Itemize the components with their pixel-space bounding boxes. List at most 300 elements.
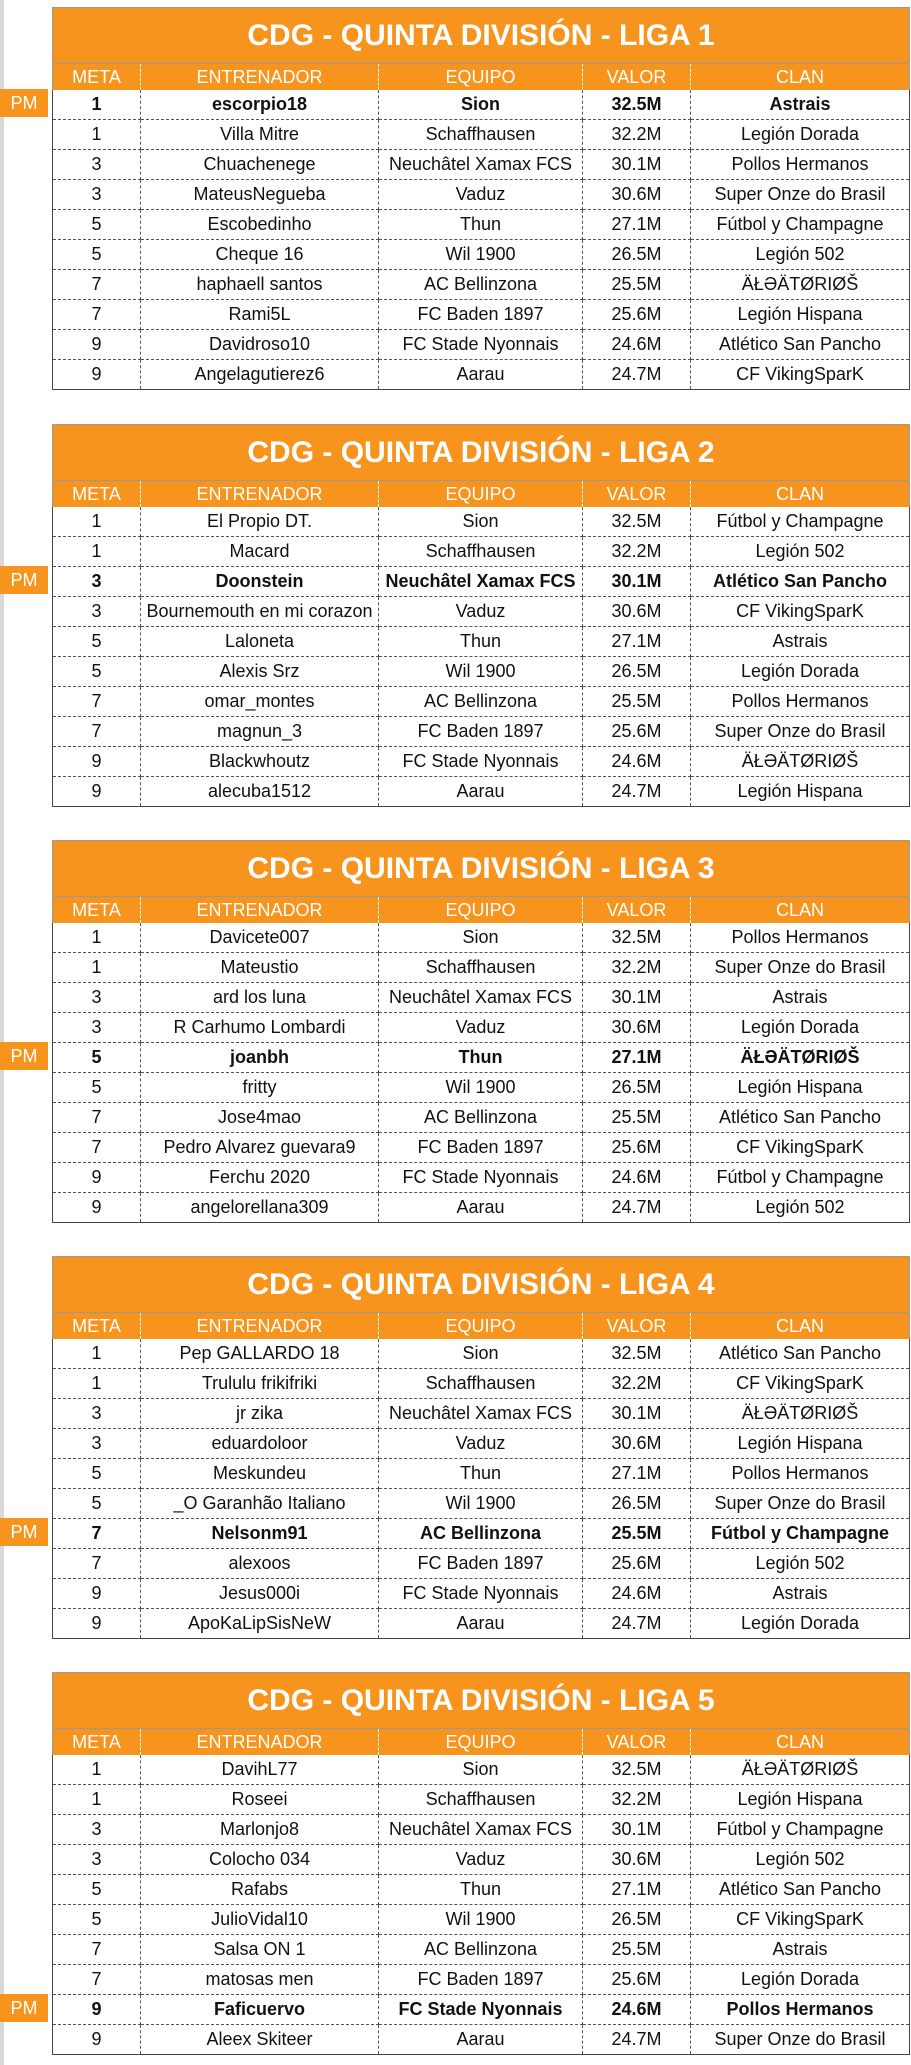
column-header-valor: VALOR	[583, 64, 691, 91]
column-header-meta: META	[53, 1729, 141, 1756]
cell-clan[interactable]: CF VikingSparK	[691, 597, 910, 627]
cell-equipo[interactable]: Aarau	[379, 1193, 583, 1223]
cell-entrenador[interactable]: omar_montes	[141, 687, 379, 717]
cell-equipo[interactable]: Wil 1900	[379, 657, 583, 687]
cell-meta[interactable]: 9	[53, 747, 141, 777]
cell-equipo[interactable]: Vaduz	[379, 1429, 583, 1459]
cell-clan[interactable]: Astrais	[691, 1579, 910, 1609]
cell-meta[interactable]: 1	[53, 1369, 141, 1399]
cell-meta[interactable]: 1	[53, 1755, 141, 1785]
table-row	[53, 1013, 910, 1043]
cell-clan[interactable]: Legión Hispana	[691, 1073, 910, 1103]
cell-valor[interactable]: 27.1M	[583, 1875, 691, 1905]
table-row	[53, 1905, 910, 1935]
cell-valor[interactable]: 24.6M	[583, 1579, 691, 1609]
cell-meta[interactable]: 9	[53, 1995, 141, 2025]
cell-meta[interactable]: 1	[53, 90, 141, 120]
cell-equipo[interactable]: Wil 1900	[379, 240, 583, 270]
cell-clan[interactable]: Fútbol y Champagne	[691, 1519, 910, 1549]
cell-valor[interactable]: 32.5M	[583, 1339, 691, 1369]
cell-valor[interactable]: 30.6M	[583, 1845, 691, 1875]
cell-clan[interactable]: Atlético San Pancho	[691, 567, 910, 597]
table-row	[53, 270, 910, 300]
cell-clan[interactable]: CF VikingSparK	[691, 1905, 910, 1935]
cell-equipo[interactable]: Vaduz	[379, 1013, 583, 1043]
cell-meta[interactable]: 7	[53, 1519, 141, 1549]
table-row	[53, 657, 910, 687]
cell-equipo[interactable]: Neuchâtel Xamax FCS	[379, 1815, 583, 1845]
cell-meta[interactable]: 3	[53, 1815, 141, 1845]
cell-equipo[interactable]: AC Bellinzona	[379, 1935, 583, 1965]
cell-valor[interactable]: 24.6M	[583, 747, 691, 777]
column-header-clan: CLAN	[691, 1729, 910, 1756]
cell-valor[interactable]: 25.5M	[583, 687, 691, 717]
cell-equipo[interactable]: Aarau	[379, 1609, 583, 1639]
cell-meta[interactable]: 7	[53, 300, 141, 330]
column-header-valor: VALOR	[583, 897, 691, 924]
table-row-highlighted	[53, 1043, 910, 1073]
cell-valor[interactable]: 24.7M	[583, 2025, 691, 2055]
cell-valor[interactable]: 24.6M	[583, 330, 691, 360]
cell-meta[interactable]: 7	[53, 1103, 141, 1133]
cell-clan[interactable]: Legión Hispana	[691, 1429, 910, 1459]
cell-meta[interactable]: 7	[53, 1935, 141, 1965]
cell-meta[interactable]: 3	[53, 1399, 141, 1429]
cell-clan[interactable]: Pollos Hermanos	[691, 1995, 910, 2025]
cell-equipo[interactable]: Sion	[379, 1339, 583, 1369]
cell-entrenador[interactable]: angelorellana309	[141, 1193, 379, 1223]
cell-entrenador[interactable]: ApoKaLipSisNeW	[141, 1609, 379, 1639]
cell-clan[interactable]: Astrais	[691, 1935, 910, 1965]
cell-entrenador[interactable]: Nelsonm91	[141, 1519, 379, 1549]
cell-equipo[interactable]: Neuchâtel Xamax FCS	[379, 1399, 583, 1429]
cell-clan[interactable]: Atlético San Pancho	[691, 1339, 910, 1369]
cell-clan[interactable]: Legión Hispana	[691, 1785, 910, 1815]
cell-clan[interactable]: ÄŁƏÄTØRIØŠ	[691, 1755, 910, 1785]
cell-valor[interactable]: 30.1M	[583, 1815, 691, 1845]
column-header-entrenador: ENTRENADOR	[141, 64, 379, 91]
cell-equipo[interactable]: Wil 1900	[379, 1489, 583, 1519]
table-row	[53, 507, 910, 537]
cell-clan[interactable]: Fútbol y Champagne	[691, 1815, 910, 1845]
cell-entrenador[interactable]: Davicete007	[141, 923, 379, 953]
cell-valor[interactable]: 25.5M	[583, 1103, 691, 1133]
cell-valor[interactable]: 30.6M	[583, 180, 691, 210]
cell-valor[interactable]: 24.7M	[583, 1193, 691, 1223]
cell-equipo[interactable]: FC Baden 1897	[379, 1549, 583, 1579]
cell-meta[interactable]: 1	[53, 953, 141, 983]
cell-clan[interactable]: Atlético San Pancho	[691, 1875, 910, 1905]
table-row	[53, 1163, 910, 1193]
cell-valor[interactable]: 32.2M	[583, 120, 691, 150]
cell-equipo[interactable]: Schaffhausen	[379, 537, 583, 567]
cell-meta[interactable]: 3	[53, 150, 141, 180]
cell-entrenador[interactable]: ard los luna	[141, 983, 379, 1013]
table-row-highlighted	[53, 90, 910, 120]
cell-meta[interactable]: 7	[53, 1965, 141, 1995]
cell-meta[interactable]: 5	[53, 1489, 141, 1519]
cell-equipo[interactable]: Sion	[379, 90, 583, 120]
table-row	[53, 983, 910, 1013]
cell-clan[interactable]: Legión Dorada	[691, 120, 910, 150]
cell-meta[interactable]: 1	[53, 537, 141, 567]
cell-clan[interactable]: Atlético San Pancho	[691, 1103, 910, 1133]
cell-entrenador[interactable]: Trululu frikifriki	[141, 1369, 379, 1399]
cell-entrenador[interactable]: DavihL77	[141, 1755, 379, 1785]
cell-valor[interactable]: 25.5M	[583, 1935, 691, 1965]
cell-meta[interactable]: 7	[53, 1549, 141, 1579]
cell-valor[interactable]: 32.2M	[583, 537, 691, 567]
cell-clan[interactable]: Legión 502	[691, 1549, 910, 1579]
cell-equipo[interactable]: Wil 1900	[379, 1905, 583, 1935]
cell-equipo[interactable]: FC Baden 1897	[379, 1133, 583, 1163]
table-row	[53, 240, 910, 270]
table-row	[53, 1429, 910, 1459]
cell-valor[interactable]: 32.2M	[583, 1785, 691, 1815]
cell-valor[interactable]: 24.6M	[583, 1995, 691, 2025]
cell-meta[interactable]: 5	[53, 1073, 141, 1103]
cell-equipo[interactable]: FC Stade Nyonnais	[379, 1995, 583, 2025]
cell-clan[interactable]: Super Onze do Brasil	[691, 180, 910, 210]
cell-entrenador[interactable]: alecuba1512	[141, 777, 379, 807]
cell-valor[interactable]: 24.7M	[583, 1609, 691, 1639]
cell-entrenador[interactable]: Rami5L	[141, 300, 379, 330]
cell-valor[interactable]: 30.6M	[583, 597, 691, 627]
cell-clan[interactable]: Super Onze do Brasil	[691, 1489, 910, 1519]
cell-equipo[interactable]: AC Bellinzona	[379, 1103, 583, 1133]
column-header-entrenador: ENTRENADOR	[141, 1313, 379, 1340]
cell-equipo[interactable]: Neuchâtel Xamax FCS	[379, 567, 583, 597]
cell-entrenador[interactable]: Macard	[141, 537, 379, 567]
cell-meta[interactable]: 7	[53, 717, 141, 747]
cell-valor[interactable]: 24.7M	[583, 777, 691, 807]
cell-meta[interactable]: 3	[53, 180, 141, 210]
cell-clan[interactable]: Legión 502	[691, 1845, 910, 1875]
pm-badge: PM	[0, 89, 48, 117]
cell-equipo[interactable]: Schaffhausen	[379, 1369, 583, 1399]
table-row	[53, 777, 910, 807]
cell-equipo[interactable]: Wil 1900	[379, 1073, 583, 1103]
cell-valor[interactable]: 30.6M	[583, 1013, 691, 1043]
cell-meta[interactable]: 3	[53, 1013, 141, 1043]
cell-meta[interactable]: 7	[53, 270, 141, 300]
cell-equipo[interactable]: Sion	[379, 1755, 583, 1785]
cell-meta[interactable]: 7	[53, 1133, 141, 1163]
cell-entrenador[interactable]: fritty	[141, 1073, 379, 1103]
cell-equipo[interactable]: Aarau	[379, 2025, 583, 2055]
cell-valor[interactable]: 27.1M	[583, 1459, 691, 1489]
cell-valor[interactable]: 25.6M	[583, 1549, 691, 1579]
cell-entrenador[interactable]: eduardoloor	[141, 1429, 379, 1459]
cell-valor[interactable]: 30.1M	[583, 150, 691, 180]
cell-entrenador[interactable]: Pep GALLARDO 18	[141, 1339, 379, 1369]
cell-clan[interactable]: Astrais	[691, 983, 910, 1013]
cell-valor[interactable]: 25.5M	[583, 270, 691, 300]
cell-equipo[interactable]: Neuchâtel Xamax FCS	[379, 983, 583, 1013]
cell-equipo[interactable]: Vaduz	[379, 1845, 583, 1875]
cell-equipo[interactable]: AC Bellinzona	[379, 270, 583, 300]
cell-meta[interactable]: 5	[53, 1043, 141, 1073]
table-row-highlighted	[53, 1519, 910, 1549]
cell-equipo[interactable]: Schaffhausen	[379, 1785, 583, 1815]
cell-equipo[interactable]: Thun	[379, 1875, 583, 1905]
cell-valor[interactable]: 27.1M	[583, 627, 691, 657]
cell-equipo[interactable]: Schaffhausen	[379, 953, 583, 983]
cell-valor[interactable]: 26.5M	[583, 240, 691, 270]
cell-entrenador[interactable]: El Propio DT.	[141, 507, 379, 537]
cell-entrenador[interactable]: Angelagutierez6	[141, 360, 379, 390]
cell-valor[interactable]: 26.5M	[583, 1905, 691, 1935]
cell-meta[interactable]: 3	[53, 567, 141, 597]
table-row	[53, 1785, 910, 1815]
cell-clan[interactable]: ÄŁƏÄTØRIØŠ	[691, 747, 910, 777]
cell-meta[interactable]: 9	[53, 1609, 141, 1639]
cell-meta[interactable]: 1	[53, 923, 141, 953]
column-header-clan: CLAN	[691, 64, 910, 91]
cell-meta[interactable]: 9	[53, 330, 141, 360]
cell-meta[interactable]: 9	[53, 1193, 141, 1223]
cell-entrenador[interactable]: Roseei	[141, 1785, 379, 1815]
cell-valor[interactable]: 26.5M	[583, 1489, 691, 1519]
cell-equipo[interactable]: Aarau	[379, 777, 583, 807]
column-header-equipo: EQUIPO	[379, 897, 583, 924]
cell-equipo[interactable]: AC Bellinzona	[379, 687, 583, 717]
cell-valor[interactable]: 24.7M	[583, 360, 691, 390]
cell-equipo[interactable]: Thun	[379, 1043, 583, 1073]
cell-equipo[interactable]: Schaffhausen	[379, 120, 583, 150]
cell-valor[interactable]: 25.6M	[583, 717, 691, 747]
cell-meta[interactable]: 5	[53, 240, 141, 270]
cell-meta[interactable]: 5	[53, 210, 141, 240]
cell-meta[interactable]: 5	[53, 1459, 141, 1489]
table-row	[53, 180, 910, 210]
table-row	[53, 1965, 910, 1995]
cell-equipo[interactable]: Vaduz	[379, 597, 583, 627]
cell-valor[interactable]: 30.1M	[583, 983, 691, 1013]
cell-meta[interactable]: 7	[53, 687, 141, 717]
cell-meta[interactable]: 9	[53, 777, 141, 807]
cell-valor[interactable]: 27.1M	[583, 210, 691, 240]
cell-entrenador[interactable]: Salsa ON 1	[141, 1935, 379, 1965]
column-header-valor: VALOR	[583, 481, 691, 508]
standings-table	[52, 7, 910, 390]
cell-valor[interactable]: 30.6M	[583, 1429, 691, 1459]
cell-valor[interactable]: 27.1M	[583, 1043, 691, 1073]
cell-equipo[interactable]: FC Stade Nyonnais	[379, 1163, 583, 1193]
cell-clan[interactable]: ÄŁƏÄTØRIØŠ	[691, 1399, 910, 1429]
cell-clan[interactable]: Legión Hispana	[691, 777, 910, 807]
league-title: CDG - QUINTA DIVISIÓN - LIGA 5	[53, 1673, 910, 1729]
cell-meta[interactable]: 9	[53, 1163, 141, 1193]
cell-valor[interactable]: 32.5M	[583, 923, 691, 953]
cell-clan[interactable]: Atlético San Pancho	[691, 330, 910, 360]
cell-valor[interactable]: 32.5M	[583, 1755, 691, 1785]
cell-valor[interactable]: 32.2M	[583, 1369, 691, 1399]
cell-entrenador[interactable]: Meskundeu	[141, 1459, 379, 1489]
cell-clan[interactable]: Astrais	[691, 627, 910, 657]
cell-valor[interactable]: 30.1M	[583, 567, 691, 597]
cell-entrenador[interactable]: Davidroso10	[141, 330, 379, 360]
cell-clan[interactable]: ÄŁƏÄTØRIØŠ	[691, 270, 910, 300]
cell-clan[interactable]: Legión Dorada	[691, 657, 910, 687]
cell-clan[interactable]: Legión 502	[691, 1193, 910, 1223]
cell-entrenador[interactable]: Jesus000i	[141, 1579, 379, 1609]
cell-equipo[interactable]: FC Stade Nyonnais	[379, 747, 583, 777]
cell-entrenador[interactable]: R Carhumo Lombardi	[141, 1013, 379, 1043]
cell-valor[interactable]: 25.5M	[583, 1519, 691, 1549]
column-header-clan: CLAN	[691, 1313, 910, 1340]
cell-valor[interactable]: 25.6M	[583, 1965, 691, 1995]
cell-clan[interactable]: CF VikingSparK	[691, 360, 910, 390]
cell-clan[interactable]: Fútbol y Champagne	[691, 507, 910, 537]
cell-entrenador[interactable]: jr zika	[141, 1399, 379, 1429]
cell-clan[interactable]: Fútbol y Champagne	[691, 210, 910, 240]
league-4	[0, 1256, 911, 1637]
cell-equipo[interactable]: FC Baden 1897	[379, 1965, 583, 1995]
cell-clan[interactable]: Pollos Hermanos	[691, 1459, 910, 1489]
cell-entrenador[interactable]: Doonstein	[141, 567, 379, 597]
cell-meta[interactable]: 9	[53, 2025, 141, 2055]
cell-entrenador[interactable]: Rafabs	[141, 1875, 379, 1905]
league-2	[0, 424, 911, 805]
cell-equipo[interactable]: Aarau	[379, 360, 583, 390]
cell-equipo[interactable]: Thun	[379, 627, 583, 657]
cell-equipo[interactable]: FC Stade Nyonnais	[379, 1579, 583, 1609]
cell-clan[interactable]: CF VikingSparK	[691, 1133, 910, 1163]
cell-clan[interactable]: Pollos Hermanos	[691, 923, 910, 953]
cell-meta[interactable]: 9	[53, 360, 141, 390]
cell-entrenador[interactable]: Marlonjo8	[141, 1815, 379, 1845]
cell-clan[interactable]: Legión Dorada	[691, 1965, 910, 1995]
pm-badge: PM	[0, 1518, 48, 1546]
cell-entrenador[interactable]: Bournemouth en mi corazon	[141, 597, 379, 627]
cell-entrenador[interactable]: magnun_3	[141, 717, 379, 747]
cell-valor[interactable]: 25.6M	[583, 300, 691, 330]
cell-meta[interactable]: 1	[53, 507, 141, 537]
cell-valor[interactable]: 32.5M	[583, 90, 691, 120]
cell-clan[interactable]: Pollos Hermanos	[691, 687, 910, 717]
cell-entrenador[interactable]: Aleex Skiteer	[141, 2025, 379, 2055]
pm-badge: PM	[0, 1994, 48, 2022]
cell-valor[interactable]: 24.6M	[583, 1163, 691, 1193]
cell-entrenador[interactable]: Mateustio	[141, 953, 379, 983]
cell-meta[interactable]: 3	[53, 1845, 141, 1875]
cell-valor[interactable]: 32.2M	[583, 953, 691, 983]
cell-equipo[interactable]: Vaduz	[379, 180, 583, 210]
cell-equipo[interactable]: Sion	[379, 923, 583, 953]
column-header-meta: META	[53, 1313, 141, 1340]
cell-clan[interactable]: Fútbol y Champagne	[691, 1163, 910, 1193]
cell-meta[interactable]: 3	[53, 597, 141, 627]
table-row	[53, 1369, 910, 1399]
cell-meta[interactable]: 5	[53, 627, 141, 657]
cell-entrenador[interactable]: joanbh	[141, 1043, 379, 1073]
cell-entrenador[interactable]: Jose4mao	[141, 1103, 379, 1133]
table-row	[53, 120, 910, 150]
pm-badge: PM	[0, 1042, 48, 1070]
cell-meta[interactable]: 5	[53, 1875, 141, 1905]
table-row	[53, 1549, 910, 1579]
cell-equipo[interactable]: Thun	[379, 1459, 583, 1489]
cell-valor[interactable]: 30.1M	[583, 1399, 691, 1429]
cell-clan[interactable]: Legión Dorada	[691, 1609, 910, 1639]
cell-meta[interactable]: 3	[53, 983, 141, 1013]
table-row	[53, 150, 910, 180]
cell-entrenador[interactable]: _O Garanhão Italiano	[141, 1489, 379, 1519]
cell-equipo[interactable]: FC Stade Nyonnais	[379, 330, 583, 360]
cell-entrenador[interactable]: JulioVidal10	[141, 1905, 379, 1935]
cell-equipo[interactable]: FC Baden 1897	[379, 300, 583, 330]
cell-entrenador[interactable]: matosas men	[141, 1965, 379, 1995]
cell-equipo[interactable]: AC Bellinzona	[379, 1519, 583, 1549]
table-row	[53, 1133, 910, 1163]
cell-meta[interactable]: 3	[53, 1429, 141, 1459]
cell-equipo[interactable]: Thun	[379, 210, 583, 240]
cell-equipo[interactable]: Sion	[379, 507, 583, 537]
cell-valor[interactable]: 25.6M	[583, 1133, 691, 1163]
cell-clan[interactable]: Pollos Hermanos	[691, 150, 910, 180]
cell-meta[interactable]: 1	[53, 1339, 141, 1369]
cell-entrenador[interactable]: Escobedinho	[141, 210, 379, 240]
table-row	[53, 360, 910, 390]
cell-meta[interactable]: 5	[53, 1905, 141, 1935]
cell-entrenador[interactable]: Pedro Alvarez guevara9	[141, 1133, 379, 1163]
cell-entrenador[interactable]: Villa Mitre	[141, 120, 379, 150]
cell-meta[interactable]: 5	[53, 657, 141, 687]
cell-clan[interactable]: ÄŁƏÄTØRIØŠ	[691, 1043, 910, 1073]
cell-entrenador[interactable]: Cheque 16	[141, 240, 379, 270]
table-row-highlighted	[53, 567, 910, 597]
cell-meta[interactable]: 9	[53, 1579, 141, 1609]
cell-clan[interactable]: CF VikingSparK	[691, 1369, 910, 1399]
table-row	[53, 1845, 910, 1875]
column-header-meta: META	[53, 64, 141, 91]
cell-entrenador[interactable]: Ferchu 2020	[141, 1163, 379, 1193]
table-row	[53, 627, 910, 657]
column-header-entrenador: ENTRENADOR	[141, 897, 379, 924]
cell-equipo[interactable]: FC Baden 1897	[379, 717, 583, 747]
cell-clan[interactable]: Astrais	[691, 90, 910, 120]
table-row	[53, 1609, 910, 1639]
cell-entrenador[interactable]: Colocho 034	[141, 1845, 379, 1875]
cell-entrenador[interactable]: Blackwhoutz	[141, 747, 379, 777]
cell-clan[interactable]: Super Onze do Brasil	[691, 2025, 910, 2055]
cell-meta[interactable]: 1	[53, 1785, 141, 1815]
cell-entrenador[interactable]: MateusNegueba	[141, 180, 379, 210]
cell-entrenador[interactable]: escorpio18	[141, 90, 379, 120]
cell-clan[interactable]: Super Onze do Brasil	[691, 953, 910, 983]
league-title: CDG - QUINTA DIVISIÓN - LIGA 4	[53, 1257, 910, 1313]
cell-entrenador[interactable]: Alexis Srz	[141, 657, 379, 687]
cell-meta[interactable]: 1	[53, 120, 141, 150]
cell-clan[interactable]: Super Onze do Brasil	[691, 717, 910, 747]
cell-clan[interactable]: Legión Hispana	[691, 300, 910, 330]
cell-clan[interactable]: Legión 502	[691, 240, 910, 270]
cell-entrenador[interactable]: haphaell santos	[141, 270, 379, 300]
cell-equipo[interactable]: Neuchâtel Xamax FCS	[379, 150, 583, 180]
cell-valor[interactable]: 26.5M	[583, 657, 691, 687]
cell-entrenador[interactable]: Laloneta	[141, 627, 379, 657]
cell-clan[interactable]: Legión 502	[691, 537, 910, 567]
cell-valor[interactable]: 26.5M	[583, 1073, 691, 1103]
cell-entrenador[interactable]: Chuachenege	[141, 150, 379, 180]
cell-valor[interactable]: 32.5M	[583, 507, 691, 537]
cell-clan[interactable]: Legión Dorada	[691, 1013, 910, 1043]
table-row	[53, 1755, 910, 1785]
cell-entrenador[interactable]: alexoos	[141, 1549, 379, 1579]
cell-entrenador[interactable]: Faficuervo	[141, 1995, 379, 2025]
table-row	[53, 1489, 910, 1519]
